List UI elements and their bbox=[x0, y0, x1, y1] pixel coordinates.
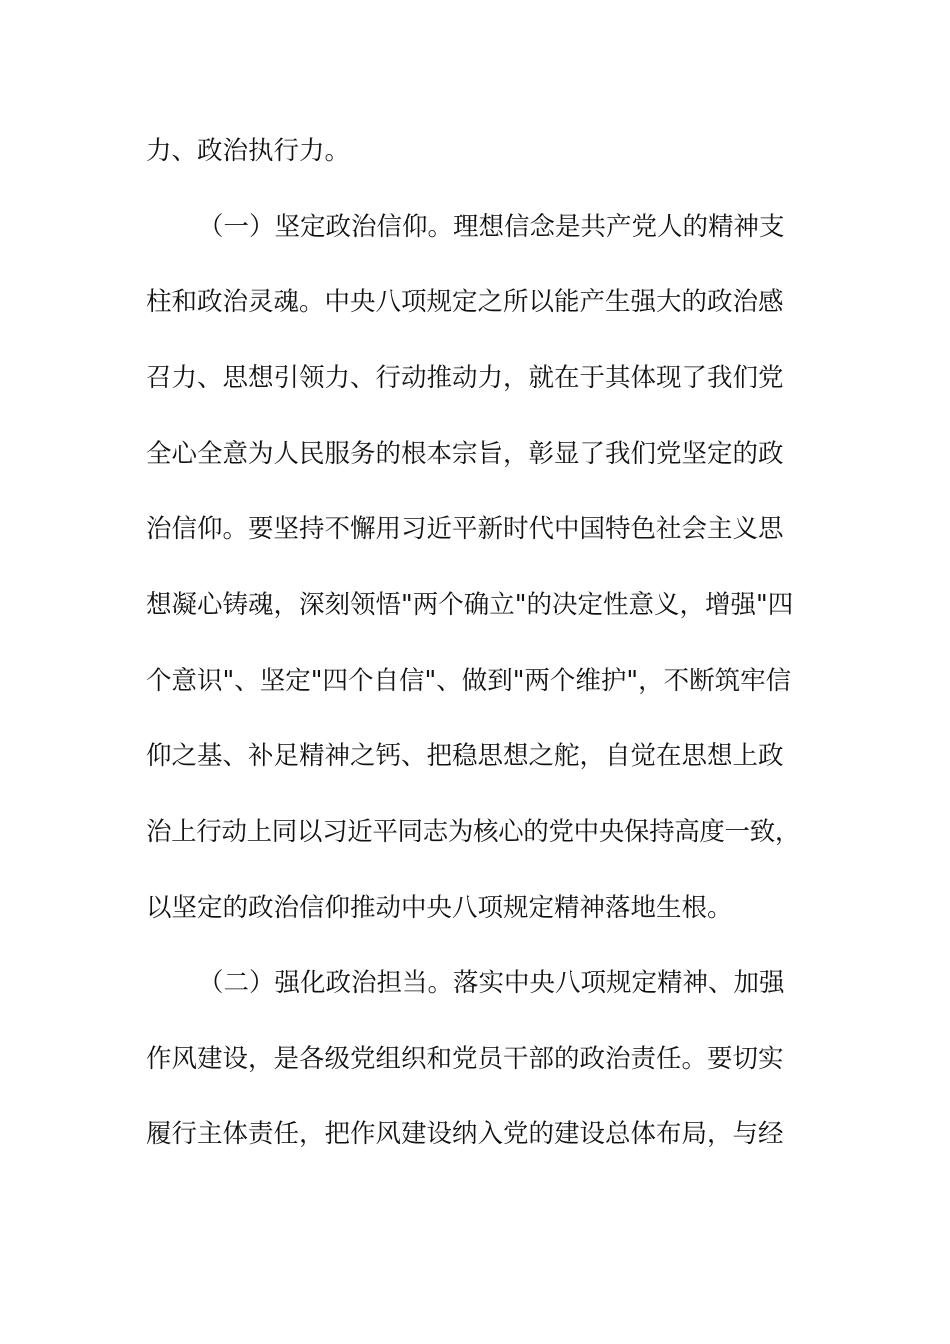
paragraph-line: 想凝心铸魂，深刻领悟"两个确立"的决定性意义，增强"四 bbox=[146, 590, 794, 620]
paragraph-line: 履行主体责任，把作风建设纳入党的建设总体布局，与经 bbox=[146, 1119, 784, 1149]
paragraph-line: 仰之基、补足精神之钙、把稳思想之舵，自觉在思想上政 bbox=[146, 741, 784, 771]
paragraph-line: 以坚定的政治信仰推动中央八项规定精神落地生根。 bbox=[146, 893, 733, 923]
paragraph-line: 个意识"、坚定"四个自信"、做到"两个维护"，不断筑牢信 bbox=[146, 666, 792, 696]
paragraph-line: 柱和政治灵魂。中央八项规定之所以能产生强大的政治感 bbox=[146, 287, 784, 317]
paragraph-line: 全心全意为人民服务的根本宗旨，彰显了我们党坚定的政 bbox=[146, 439, 784, 469]
paragraph-line: 召力、思想引领力、行动推动力，就在于其体现了我们党 bbox=[146, 363, 784, 393]
paragraph-line: 治上行动上同以习近平同志为核心的党中央保持高度一致， bbox=[146, 817, 801, 847]
paragraph-line: 力、政治执行力。 bbox=[146, 136, 351, 166]
section-heading-line: （一）坚定政治信仰。理想信念是共产党人的精神支 bbox=[198, 212, 785, 242]
paragraph-line: 治信仰。要坚持不懈用习近平新时代中国特色社会主义思 bbox=[146, 514, 784, 544]
paragraph-line: 作风建设，是各级党组织和党员干部的政治责任。要切实 bbox=[146, 1044, 784, 1074]
section-heading-line: （二）强化政治担当。落实中央八项规定精神、加强 bbox=[198, 968, 785, 998]
